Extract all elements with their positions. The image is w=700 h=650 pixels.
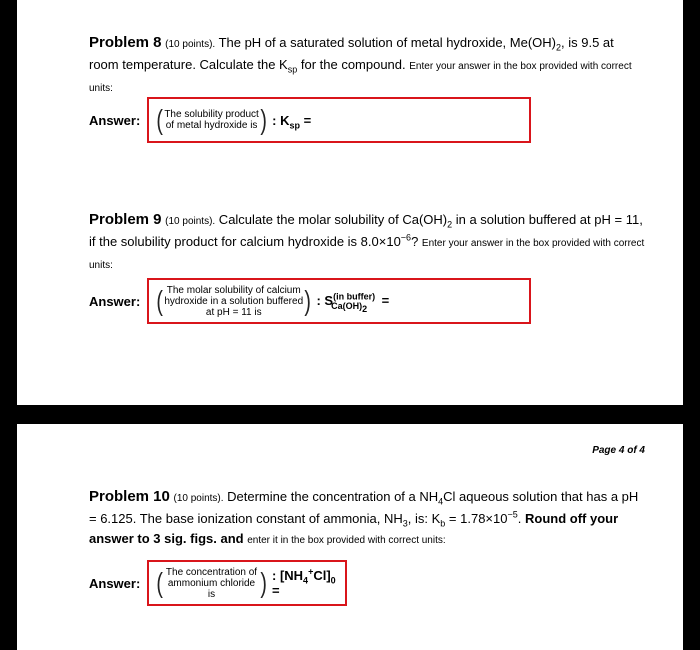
problem-10-instruction: enter it in the box provided with correct units:: [247, 535, 446, 546]
problem-10-answer-box[interactable]: ( The concentration of ammonium chloride is ) : $[NH_4^+Cl]_0$ =: [147, 560, 347, 606]
problem-10-answer-row: [89, 560, 347, 606]
problem-8-points: (10 points).: [165, 39, 216, 50]
nh4cl-concentration-symbol: : $[NH_4^+Cl]_0$ =: [271, 566, 336, 598]
problem-10-description: The concentration of ammonium chloride is: [165, 566, 258, 600]
answer-label: Answer:: [89, 293, 141, 309]
problem-10-title: Problem 10: [89, 488, 170, 505]
problem-8-answer-box[interactable]: ( The solubility product of metal hydroxide is ) : $K_{sp}$ =: [147, 97, 531, 143]
problem-9-answer-row: [89, 278, 531, 324]
problem-10-bold-instruction: Round off your answer to 3 sig. figs. and: [89, 511, 619, 546]
problem-9-instruction: Enter your answer in the box provided with correct units:: [89, 238, 645, 271]
ksp-symbol: : $K_{sp}$ =: [272, 112, 312, 131]
page-number: Page 4 of 4: [592, 445, 645, 456]
answer-label: Answer:: [89, 575, 141, 591]
problem-8-answer-row: [89, 97, 531, 143]
answer-label: Answer:: [89, 112, 141, 128]
page-3: [17, 0, 683, 405]
problem-8-instruction: Enter your answer in the box provided with correct units:: [89, 61, 632, 94]
problem-9-answer-box[interactable]: ( The molar solubility of calcium hydroxide in a solution buffered at pH = 11 is ) : $S^{(in buffer)}_{Ca(OH)_2}$ =: [147, 278, 531, 324]
problem-8-title: Problem 8: [89, 34, 162, 51]
page-4: [17, 424, 683, 650]
problem-8-text: Problem 8 (10 points). The pH of a saturated solution of metal hydroxide, $Me(OH)_2$, is 9.5 at room temperature. Calculate the $K_{sp}$ for the compound. Enter your answer in the box provided with correct units:: [89, 34, 632, 94]
molar-solubility-symbol: : $S^{(in buffer)}_{Ca(OH)_2}$ =: [316, 291, 390, 314]
problem-9-points: (10 points).: [165, 216, 216, 227]
problem-9-description: The molar solubility of calcium hydroxide in a solution buffered at pH = 11 is: [164, 284, 304, 318]
problem-10-points: (10 points).: [173, 493, 224, 504]
problem-10-text: Problem 10 (10 points). Determine the concentration of a $NH_4Cl$ aqueous solution that has a pH = 6.125. The base ionization constant of ammonia, $NH_3$, is: $K_b = 1.78\times 10^{-5}$. Round off your answer to 3 sig. figs. and enter it in the box provided with correct units:: [89, 488, 639, 546]
problem-9-title: Problem 9: [89, 211, 162, 228]
problem-8-description: The solubility product of metal hydroxide is: [164, 109, 259, 131]
problem-9-text: Problem 9 (10 points). Calculate the molar solubility of $Ca(OH)_2$ in a solution buffered at pH = 11, if the solubility product for calcium hydroxide is $8.0\times 10^{-6}$? Enter your answer in the box provided with correct units:: [89, 211, 645, 271]
